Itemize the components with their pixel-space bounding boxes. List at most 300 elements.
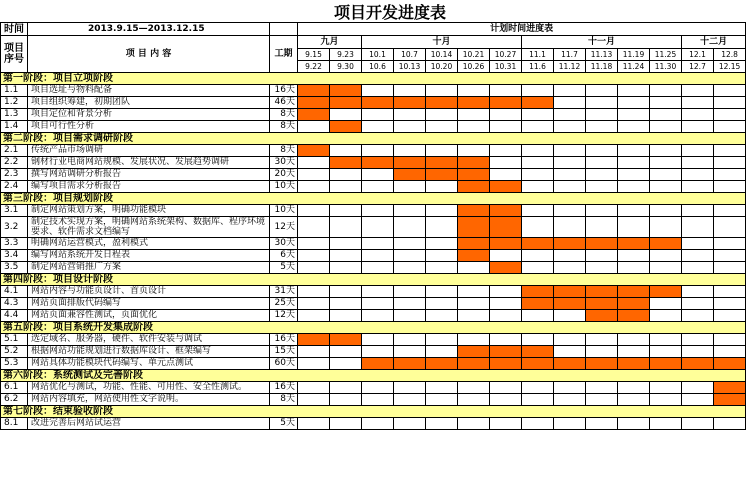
gantt-empty-cell [330,382,362,394]
gantt-empty-cell [330,238,362,250]
gantt-empty-cell [458,85,490,97]
gantt-empty-cell [714,157,746,169]
gantt-empty-cell [714,298,746,310]
gantt-bar-cell [298,109,330,121]
task-name: 改进完善后网站试运营 [28,418,270,430]
week-to: 10.6 [362,61,394,73]
gantt-empty-cell [394,298,426,310]
gantt-bar-cell [618,286,650,298]
gantt-empty-cell [554,157,586,169]
gantt-empty-cell [362,169,394,181]
gantt-empty-cell [522,310,554,322]
week-from: 10.14 [426,49,458,61]
task-id: 5.1 [1,334,28,346]
task-duration: 10天 [270,205,298,217]
gantt-empty-cell [394,205,426,217]
gantt-bar-cell [458,157,490,169]
gantt-empty-cell [682,121,714,133]
gantt-bar-cell [618,238,650,250]
week-to: 11.18 [586,61,618,73]
task-duration: 30天 [270,157,298,169]
header-time-row [1,23,746,36]
gantt-bar-cell [362,157,394,169]
gantt-empty-cell [554,109,586,121]
gantt-empty-cell [490,286,522,298]
gantt-bar-cell [490,181,522,193]
gantt-empty-cell [330,298,362,310]
phase-title: 第三阶段：项目规划阶段 [1,193,746,205]
gantt-empty-cell [298,298,330,310]
gantt-empty-cell [714,334,746,346]
gantt-empty-cell [426,181,458,193]
gantt-empty-cell [362,286,394,298]
task-name: 项目定位和背景分析 [28,109,270,121]
gantt-empty-cell [682,157,714,169]
time-label: 时间 [1,23,28,36]
gantt-empty-cell [394,394,426,406]
week-to: 10.13 [394,61,426,73]
gantt-bar-cell [458,205,490,217]
task-row [1,205,746,217]
gantt-empty-cell [458,298,490,310]
gantt-empty-cell [426,205,458,217]
gantt-bar-cell [554,286,586,298]
task-duration: 8天 [270,121,298,133]
gantt-bar-cell [586,310,618,322]
gantt-empty-cell [618,181,650,193]
gantt-empty-cell [298,157,330,169]
index-label: 项目 序号 [1,36,28,73]
gantt-empty-cell [330,145,362,157]
gantt-empty-cell [554,181,586,193]
phase-title: 第二阶段：项目需求调研阶段 [1,133,746,145]
gantt-bar-cell [522,358,554,370]
gantt-empty-cell [394,382,426,394]
gantt-empty-cell [714,262,746,274]
task-name: 网站页面兼容性测试，页面优化 [28,310,270,322]
gantt-empty-cell [682,334,714,346]
week-to: 11.6 [522,61,554,73]
gantt-bar-cell [586,238,618,250]
gantt-empty-cell [522,157,554,169]
gantt-empty-cell [522,382,554,394]
task-row [1,109,746,121]
gantt-empty-cell [554,169,586,181]
gantt-empty-cell [298,262,330,274]
gantt-empty-cell [554,310,586,322]
task-id: 6.2 [1,394,28,406]
gantt-empty-cell [586,169,618,181]
gantt-empty-cell [330,418,362,430]
gantt-empty-cell [618,217,650,238]
gantt-empty-cell [714,205,746,217]
task-name: 网站内容填充，网站使用性文字说明。 [28,394,270,406]
week-from: 11.13 [586,49,618,61]
gantt-empty-cell [394,418,426,430]
gantt-empty-cell [522,85,554,97]
phase-title: 第六阶段：系统测试及完善阶段 [1,370,746,382]
gantt-empty-cell [394,145,426,157]
gantt-empty-cell [362,394,394,406]
gantt-bar-cell [586,286,618,298]
week-to: 9.30 [330,61,362,73]
gantt-empty-cell [298,205,330,217]
gantt-empty-cell [586,262,618,274]
schedule-table [0,22,746,430]
gantt-empty-cell [362,262,394,274]
gantt-empty-cell [714,169,746,181]
gantt-empty-cell [426,346,458,358]
month-header: 十月 [362,36,522,49]
gantt-empty-cell [714,85,746,97]
gantt-empty-cell [650,334,682,346]
task-duration: 30天 [270,238,298,250]
gantt-empty-cell [554,97,586,109]
task-name: 编写项目需求分析报告 [28,181,270,193]
gantt-empty-cell [682,250,714,262]
gantt-empty-cell [362,121,394,133]
task-row [1,157,746,169]
task-name: 撰写网站调研分析报告 [28,169,270,181]
gantt-empty-cell [682,382,714,394]
gantt-empty-cell [586,394,618,406]
gantt-empty-cell [682,346,714,358]
gantt-empty-cell [362,85,394,97]
phase-row [1,322,746,334]
gantt-empty-cell [330,250,362,262]
gantt-empty-cell [426,298,458,310]
gantt-empty-cell [426,382,458,394]
gantt-empty-cell [330,358,362,370]
gantt-empty-cell [330,181,362,193]
gantt-empty-cell [298,418,330,430]
gantt-empty-cell [458,310,490,322]
task-row [1,145,746,157]
date-range: 2013.9.15—2013.12.15 [28,23,270,36]
gantt-bar-cell [618,358,650,370]
gantt-empty-cell [522,169,554,181]
gantt-empty-cell [426,418,458,430]
task-duration: 5天 [270,418,298,430]
gantt-empty-cell [330,394,362,406]
gantt-empty-cell [298,169,330,181]
week-to: 10.31 [490,61,522,73]
gantt-empty-cell [458,109,490,121]
gantt-empty-cell [522,394,554,406]
gantt-empty-cell [522,121,554,133]
gantt-empty-cell [714,97,746,109]
gantt-bar-cell [330,85,362,97]
gantt-empty-cell [330,169,362,181]
gantt-empty-cell [426,109,458,121]
gantt-empty-cell [586,145,618,157]
gantt-empty-cell [618,169,650,181]
gantt-bar-cell [458,238,490,250]
gantt-bar-cell [554,298,586,310]
gantt-empty-cell [714,250,746,262]
gantt-empty-cell [522,418,554,430]
task-id: 1.2 [1,97,28,109]
gantt-empty-cell [490,382,522,394]
task-id: 1.3 [1,109,28,121]
gantt-bar-cell [298,334,330,346]
task-row [1,169,746,181]
gantt-empty-cell [394,346,426,358]
gantt-empty-cell [586,85,618,97]
gantt-empty-cell [522,334,554,346]
gantt-bar-cell [362,358,394,370]
gantt-empty-cell [714,238,746,250]
gantt-empty-cell [394,217,426,238]
gantt-empty-cell [650,97,682,109]
gantt-bar-cell [394,97,426,109]
gantt-empty-cell [458,145,490,157]
gantt-empty-cell [394,109,426,121]
gantt-empty-cell [618,262,650,274]
gantt-empty-cell [522,217,554,238]
gantt-empty-cell [426,286,458,298]
gantt-bar-cell [490,97,522,109]
task-id: 2.4 [1,181,28,193]
gantt-empty-cell [618,205,650,217]
gantt-empty-cell [490,334,522,346]
gantt-empty-cell [682,181,714,193]
task-id: 4.3 [1,298,28,310]
gantt-empty-cell [426,217,458,238]
task-name: 钢材行业电商网站规模、发展状况、发展趋势调研 [28,157,270,169]
phase-row [1,274,746,286]
gantt-empty-cell [586,121,618,133]
gantt-empty-cell [426,85,458,97]
gantt-bar-cell [618,298,650,310]
gantt-bar-cell [458,250,490,262]
gantt-empty-cell [522,109,554,121]
task-duration: 16天 [270,334,298,346]
task-row [1,181,746,193]
gantt-empty-cell [426,145,458,157]
phase-row [1,370,746,382]
gantt-empty-cell [394,121,426,133]
gantt-empty-cell [618,109,650,121]
gantt-bar-cell [714,358,746,370]
gantt-empty-cell [714,286,746,298]
task-row [1,250,746,262]
task-duration: 25天 [270,298,298,310]
gantt-empty-cell [650,250,682,262]
gantt-empty-cell [394,181,426,193]
task-id: 2.3 [1,169,28,181]
task-id: 4.4 [1,310,28,322]
gantt-bar-cell [330,121,362,133]
week-to: 11.12 [554,61,586,73]
task-duration: 8天 [270,109,298,121]
gantt-empty-cell [362,334,394,346]
task-row [1,382,746,394]
task-duration: 20天 [270,169,298,181]
gantt-empty-cell [650,382,682,394]
gantt-empty-cell [458,334,490,346]
gantt-empty-cell [362,145,394,157]
task-name: 网站页面排版代码编写 [28,298,270,310]
week-to: 10.26 [458,61,490,73]
gantt-empty-cell [298,310,330,322]
task-name: 网站优化与测试，功能、性能、可用性、安全性测试。 [28,382,270,394]
gantt-empty-cell [362,418,394,430]
gantt-empty-cell [714,310,746,322]
task-name: 网站具体功能模块代码编写、单元点测试 [28,358,270,370]
gantt-bar-cell [618,310,650,322]
task-id: 3.5 [1,262,28,274]
task-row [1,346,746,358]
gantt-empty-cell [298,382,330,394]
gantt-empty-cell [682,85,714,97]
gantt-empty-cell [586,205,618,217]
gantt-empty-cell [714,145,746,157]
gantt-empty-cell [714,121,746,133]
gantt-empty-cell [714,346,746,358]
gantt-empty-cell [426,334,458,346]
gantt-bar-cell [298,85,330,97]
task-name: 制定网站策划方案，明确功能模块 [28,205,270,217]
gantt-empty-cell [618,97,650,109]
gantt-empty-cell [298,286,330,298]
task-id: 5.2 [1,346,28,358]
task-row [1,238,746,250]
gantt-empty-cell [714,181,746,193]
gantt-empty-cell [682,310,714,322]
gantt-bar-cell [650,286,682,298]
gantt-empty-cell [618,85,650,97]
page-title: 项目开发进度表 [333,3,446,22]
gantt-empty-cell [714,418,746,430]
week-to: 12.7 [682,61,714,73]
gantt-empty-cell [426,250,458,262]
gantt-bar-cell [330,157,362,169]
task-id: 1.1 [1,85,28,97]
gantt-empty-cell [682,298,714,310]
task-row [1,217,746,238]
task-name: 根据网站功能规划进行数据库设计、框架编写 [28,346,270,358]
task-id: 1.4 [1,121,28,133]
gantt-bar-cell [426,157,458,169]
gantt-empty-cell [586,346,618,358]
week-from: 11.1 [522,49,554,61]
task-name: 编写网站系统开发日程表 [28,250,270,262]
gantt-empty-cell [682,205,714,217]
plan-label: 计划时间进度表 [298,23,746,36]
gantt-empty-cell [298,217,330,238]
week-from: 12.1 [682,49,714,61]
phase-title: 第四阶段：项目设计阶段 [1,274,746,286]
task-duration: 60天 [270,358,298,370]
phase-title: 第一阶段：项目立项阶段 [1,73,746,85]
gantt-empty-cell [362,298,394,310]
task-duration: 15天 [270,346,298,358]
gantt-empty-cell [554,85,586,97]
gantt-empty-cell [650,205,682,217]
gantt-bar-cell [490,262,522,274]
gantt-empty-cell [554,262,586,274]
gantt-empty-cell [330,286,362,298]
gantt-empty-cell [298,358,330,370]
gantt-empty-cell [426,262,458,274]
gantt-bar-cell [458,217,490,238]
gantt-empty-cell [554,250,586,262]
gantt-empty-cell [490,394,522,406]
task-id: 2.1 [1,145,28,157]
gantt-empty-cell [394,250,426,262]
gantt-bar-cell [586,298,618,310]
task-row [1,298,746,310]
gantt-bar-cell [682,358,714,370]
gantt-empty-cell [650,310,682,322]
gantt-empty-cell [650,157,682,169]
gantt-empty-cell [586,217,618,238]
week-from: 10.7 [394,49,426,61]
gantt-empty-cell [650,394,682,406]
task-duration: 31天 [270,286,298,298]
month-header: 十一月 [522,36,682,49]
gantt-empty-cell [586,250,618,262]
gantt-empty-cell [490,418,522,430]
gantt-empty-cell [554,394,586,406]
phase-row [1,406,746,418]
duration-label: 工期 [270,36,298,73]
gantt-empty-cell [426,121,458,133]
gantt-bar-cell [650,238,682,250]
gantt-bar-cell [490,205,522,217]
task-name: 传统产品市场调研 [28,145,270,157]
month-header: 十二月 [682,36,746,49]
task-name: 网站内容与功能页设计、首页设计 [28,286,270,298]
gantt-empty-cell [490,109,522,121]
gantt-empty-cell [394,238,426,250]
task-name: 制定技术实现方案，明确网站系统架构、数据库、程序环境要求、软件需求文档编写 [28,217,270,238]
task-duration: 5天 [270,262,298,274]
gantt-bar-cell [458,169,490,181]
gantt-empty-cell [298,121,330,133]
task-row [1,394,746,406]
gantt-empty-cell [554,334,586,346]
task-id: 8.1 [1,418,28,430]
task-duration: 10天 [270,181,298,193]
gantt-empty-cell [362,346,394,358]
gantt-empty-cell [490,145,522,157]
gantt-empty-cell [394,85,426,97]
task-duration: 8天 [270,394,298,406]
gantt-empty-cell [554,217,586,238]
week-to: 11.24 [618,61,650,73]
task-row [1,97,746,109]
task-id: 3.1 [1,205,28,217]
gantt-bar-cell [714,394,746,406]
task-row [1,286,746,298]
gantt-bar-cell [490,217,522,238]
gantt-empty-cell [490,298,522,310]
gantt-empty-cell [330,205,362,217]
gantt-empty-cell [490,169,522,181]
gantt-empty-cell [618,157,650,169]
week-to: 9.22 [298,61,330,73]
gantt-bar-cell [330,334,362,346]
gantt-empty-cell [650,262,682,274]
gantt-bar-cell [458,358,490,370]
gantt-empty-cell [330,346,362,358]
gantt-empty-cell [298,346,330,358]
gantt-empty-cell [394,334,426,346]
gantt-bar-cell [394,157,426,169]
gantt-bar-cell [490,238,522,250]
